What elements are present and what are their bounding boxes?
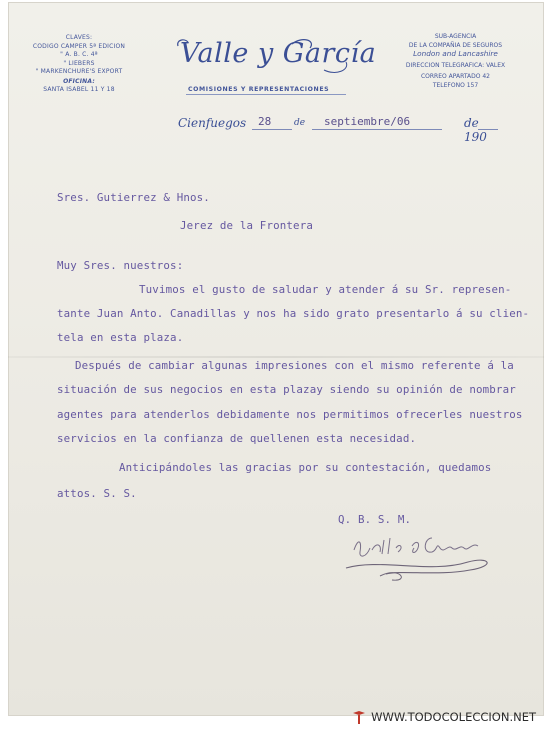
body-line: situación de sus negocios en esta plazay siendo su opinión de nombrar [57, 383, 516, 396]
address-city: Jerez de la Frontera [180, 219, 314, 232]
letterhead-codes-block [14, 34, 144, 95]
date-day-underline [252, 129, 292, 130]
letterhead-left-line: CODIGO CAMPER 5ª EDICION [32, 42, 126, 50]
letterhead-right-line: SUB-AGENCIA [434, 33, 477, 40]
date-year: de 190 [464, 116, 487, 144]
addressee: Sres. Gutierrez & Hnos. [57, 191, 210, 204]
telephone: TELEFONO 157 [432, 81, 479, 89]
letterhead-office-address: SANTA ISABEL 11 Y 18 [43, 86, 115, 93]
letterhead-left-line: " MARKENCHURE'S EXPORT [35, 68, 123, 75]
company-name: Valle y García [180, 38, 377, 69]
date-de: de [294, 118, 306, 128]
letterhead-agency-block [388, 33, 523, 90]
paper-fold-line [8, 356, 544, 358]
body-line: tela en esta plaza. [57, 331, 184, 344]
body-line: Después de cambiar algunas impresiones con el mismo referente á la [75, 359, 514, 372]
todocoleccion-logo-icon [351, 709, 367, 725]
body-line: agentes para atenderlos debidamente nos permitimos ofrecerles nuestros [57, 408, 523, 421]
closing: Q. B. S. M. [338, 513, 412, 526]
site-watermark [351, 707, 536, 727]
handwritten-signature [340, 528, 510, 588]
company-logo [174, 36, 377, 78]
salutation: Muy Sres. nuestros: [57, 259, 184, 272]
body-line: servicios en la confianza de quellenen esta necesidad. [57, 432, 417, 445]
date-month: septiembre/06 [324, 115, 411, 128]
body-line: tante Juan Anto. Canadillas y nos ha sido grato presentarlo á su clien- [57, 307, 530, 320]
date-month-underline [312, 129, 442, 130]
telegraph-address: DIRECCION TELEGRAFICA: VALEX [405, 61, 506, 69]
body-line: Tuvimos el gusto de saludar y atender á su Sr. represen- [139, 283, 512, 296]
date-line [178, 112, 498, 144]
letterhead-right-line: DE LA COMPAÑIA DE SEGUROS [408, 41, 503, 49]
body-line: Anticipándoles las gracias por su contestación, quedamos [119, 461, 492, 474]
letterhead-left-line: CLAVES: [65, 34, 93, 41]
letterhead-left-line: " LIEBERS [63, 59, 95, 67]
watermark-text: WWW.TODOCOLECCION.NET [371, 710, 536, 724]
mail-box: CORREO APARTADO 42 [420, 73, 491, 80]
company-subtitle-rule [186, 94, 346, 95]
letterhead-left-line: " A. B. C. 4ª [60, 51, 98, 58]
company-subtitle: COMISIONES Y REPRESENTACIONES [188, 86, 330, 93]
body-line: attos. S. S. [57, 487, 137, 500]
insurance-company-name: London and Lancashire [413, 49, 498, 58]
letterhead-office-label: OFICINA: [63, 77, 95, 85]
date-place: Cienfuegos [178, 116, 247, 130]
date-year-underline [478, 129, 498, 130]
date-day: 28 [258, 115, 272, 128]
signature-flourish-icon [340, 528, 510, 588]
